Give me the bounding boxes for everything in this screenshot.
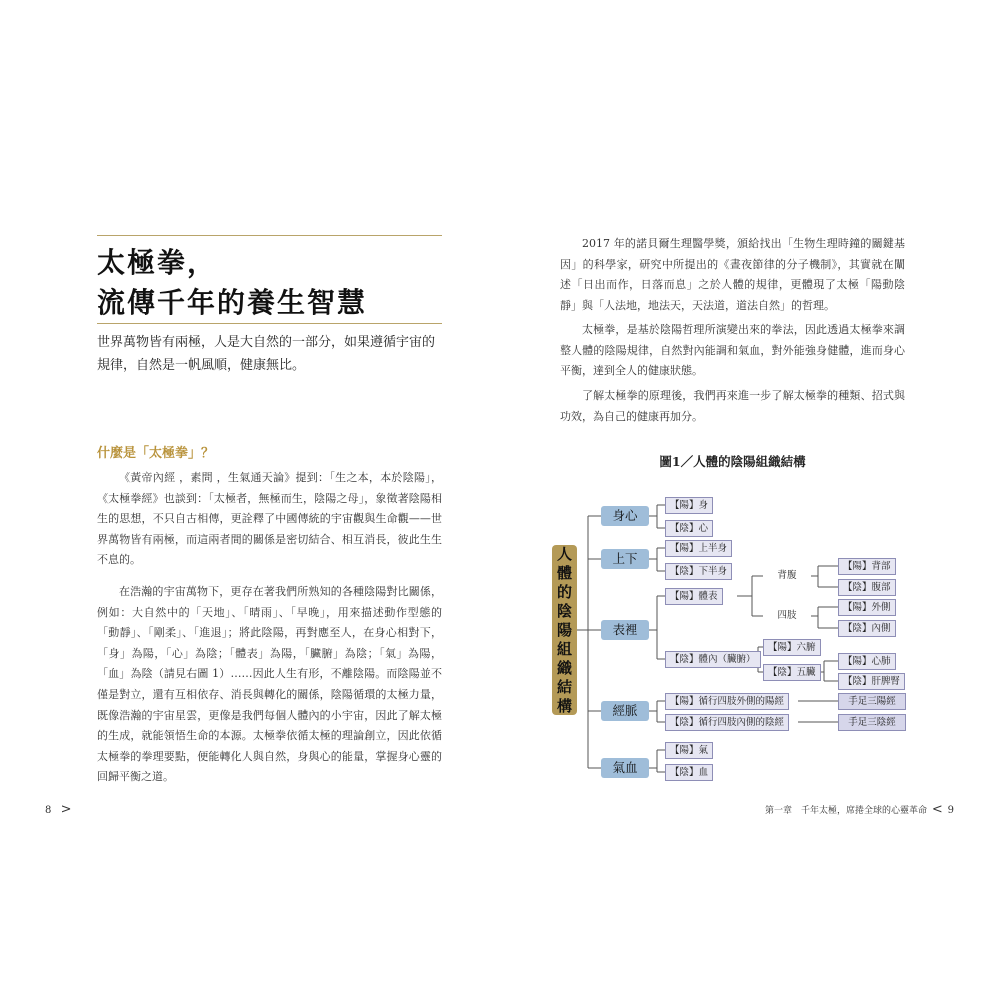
chapter-title-line2: 流傳千年的養生智慧 (97, 286, 368, 319)
node-yang-tibiao: 【陽】體表 (665, 588, 723, 605)
left-page-number-value: 8 (45, 805, 52, 816)
node-sanyang: 手足三陽經 (838, 693, 906, 710)
node-yin-fu: 【陰】腹部 (838, 579, 896, 596)
category-qixue: 氣血 (601, 758, 649, 778)
right-page-number-value: 9 (947, 805, 954, 816)
label-beifu: 背腹 (777, 570, 797, 581)
node-yang-xinfei: 【陽】心肺 (838, 653, 896, 670)
node-yang-wai: 【陽】外側 (838, 599, 896, 616)
node-sanyin: 手足三陰經 (838, 714, 906, 731)
root-char-2: 體 (556, 563, 572, 582)
node-yang-shang: 【陽】上半身 (665, 540, 732, 557)
category-jingmai: 經脈 (601, 701, 649, 721)
category-shangxia: 上下 (601, 549, 649, 569)
node-yin-xin: 【陰】心 (665, 520, 713, 537)
root-char-1: 人 (556, 544, 572, 563)
node-yin-xue: 【陰】血 (665, 764, 713, 781)
figure-title: 圖1／人體的陰陽組織結構 (659, 454, 806, 469)
root-char-9: 構 (556, 696, 572, 715)
node-yang-liufu: 【陽】六腑 (763, 639, 821, 656)
section-heading: 什麼是「太極拳」？ (97, 446, 215, 461)
root-char-7: 織 (556, 658, 572, 677)
root-char-6: 組 (556, 639, 572, 658)
node-yin-xia: 【陰】下半身 (665, 563, 732, 580)
node-yang-qi: 【陽】氣 (665, 742, 713, 759)
root-char-3: 的 (556, 582, 572, 601)
node-yang-jing: 【陽】循行四肢外側的陽經 (665, 693, 789, 710)
root-char-8: 結 (556, 677, 572, 696)
node-yin-jing: 【陰】循行四肢內側的陰經 (665, 714, 789, 731)
root-char-5: 陽 (556, 620, 572, 639)
node-yang-bei: 【陽】背部 (838, 558, 896, 575)
right-paragraph-2: 太極拳，是基於陰陽哲理所演變出來的拳法，因此透過太極拳來調整人體的陰陽規律，自然對內能調和氣血，對外能強身健體，進而身心平衡，達到全人的健康狀態。 (560, 323, 905, 378)
intro-text: 世界萬物皆有兩極，人是大自然的一部分，如果遵循宇宙的規律，自然是一帆風順，健康無比。 (97, 335, 436, 373)
footer-chapter-text: 第一章 千年太極，席捲全球的心靈革命 (764, 806, 927, 816)
node-yin-wuzang: 【陰】五臟 (763, 664, 821, 681)
category-biaoli: 表裡 (601, 620, 649, 640)
left-paragraph-1: 《黃帝內經 ，素問 ，生氣通天論》提到：「生之本，本於陰陽」，《太極拳經》也談到：「太極者，無極而生，陰陽之母」，象徵著陰陽相生的思想，不只自古相傳，更詮釋了中國傳統的宇宙觀與生命觀——世界萬物皆有兩極，而這兩者間的關係是密切結合、相互消長，彼此生生不息的。 (97, 471, 442, 567)
node-yang-shen: 【陽】身 (665, 497, 713, 514)
right-footer (760, 802, 954, 817)
node-yin-tinei: 【陰】體內（臟腑） (665, 651, 761, 668)
label-sizhi: 四肢 (777, 610, 797, 621)
right-paragraph-1: 2017 年的諾貝爾生理醫學獎，頒給找出「生物生理時鐘的關鍵基因」的科學家，研究中所提出的《晝夜節律的分子機制》，其實就在闡述「日出而作，日落而息」之於人體的規律，更體現了太極「陽動陰靜」與「人法地，地法天，天法道，道法自然」的哲理。 (560, 237, 905, 312)
chevron-left-icon: < (931, 802, 943, 817)
node-yin-nei: 【陰】內側 (838, 620, 896, 637)
left-paragraph-2: 在浩瀚的宇宙萬物下，更存在著我們所熟知的各種陰陽對比關係，例如：大自然中的「天地」、「晴雨」、「早晚」，用來描述動作型態的「動靜」、「剛柔」、「進退」；將此陰陽，再對應至人，在身心相對下，「身」為陽，「心」為陰；「體表」為陽，「臟腑」為陰；「氣」為陽，「血」為陰（請見右圖 1）……因此人生有形，不離陰陽。而陰陽並不僅是對立，還有互相依存、消長與轉化的關係，陰陽循環的太極力量，既像浩瀚的宇宙星雲，更像是我們每個人體內的小宇宙，因此了解太極的生成，就能領悟生命的本源。太極拳依循太極的理論創立，因此依循太極拳的拳理要點，便能轉化人與自然，身與心的能量，掌握身心靈的回歸平衡之道。 (97, 585, 442, 784)
root-char-4: 陰 (556, 601, 572, 620)
diagram-root (552, 545, 577, 715)
category-shenxin: 身心 (601, 506, 649, 526)
node-yin-ganpishen: 【陰】肝脾腎 (838, 673, 905, 690)
chapter-title-line1: 太極拳， (97, 246, 218, 279)
right-paragraph-3: 了解太極拳的原理後，我們再來進一步了解太極拳的種類、招式與功效，為自己的健康再加分。 (560, 389, 905, 423)
chevron-right-icon: > (60, 802, 72, 817)
